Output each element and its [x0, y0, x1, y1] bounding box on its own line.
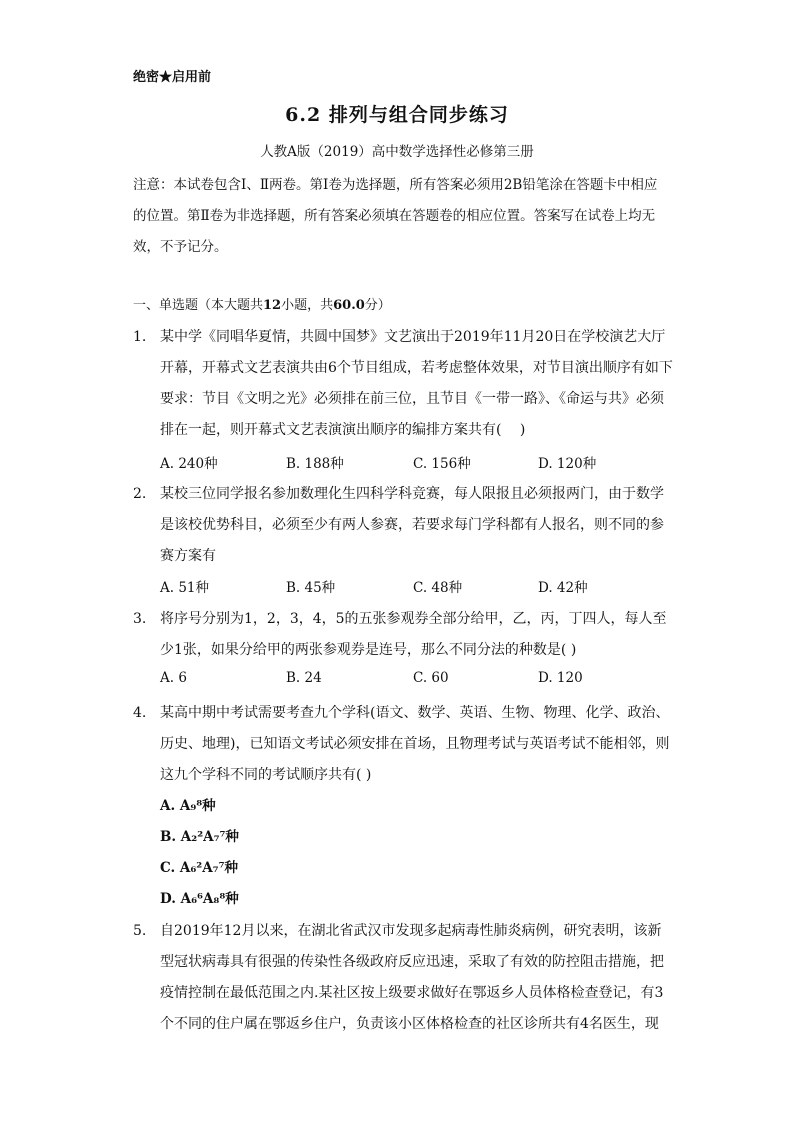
question-number: 5.: [133, 923, 147, 939]
option-c[interactable]: C. 48种: [413, 580, 463, 596]
question-number: 3.: [133, 611, 147, 627]
option-d[interactable]: D. 120种: [538, 456, 597, 472]
question-1: [133, 322, 673, 446]
page-title: 6.2 排列与组合同步练习: [285, 104, 509, 126]
question-5: [133, 916, 673, 1040]
question-text: 某高中期中考试需要考查九个学科(语文、数学、英语、生物、物理、化学、政治、历史、地理)，已知语文考试必须安排在首场，且物理考试与英语考试不能相邻，则这九个学科不同的考试顺序共有( ): [160, 705, 670, 783]
option-b[interactable]: B. 24: [286, 670, 322, 686]
section-count: 12: [263, 298, 282, 313]
page-subtitle: 人教A版（2019）高中数学选择性必修第三册: [260, 144, 534, 160]
option-d[interactable]: D. 120: [538, 670, 583, 686]
question-text: 某中学《同唱华夏情，共圆中国梦》文艺演出于2019年11月20日在学校演艺大厅开幕，开幕式文艺表演共由6个节目组成，若考虑整体效果，对节目演出顺序有如下要求：节目《文明之光》必须排在前三位，且节目《一带一路》、《命运与共》必须排在一起，则开幕式文艺表演演出顺序的编排方案共有( ): [160, 329, 673, 438]
section-middle: 小题，共: [281, 298, 334, 313]
option-d[interactable]: D. A₆⁶A₈⁸种: [160, 891, 239, 907]
question-number: 1.: [133, 329, 147, 345]
option-a[interactable]: A. 51种: [160, 580, 210, 596]
exam-notice: 注意：本试卷包含Ⅰ、Ⅱ两卷。第Ⅰ卷为选择题，所有答案必须用2B铅笔涂在答题卡中相应的位置。第Ⅱ卷为非选择题，所有答案必须填在答题卷的相应位置。答案写在试卷上均无效，不予记分。: [133, 177, 658, 255]
option-a[interactable]: A. 6: [160, 670, 187, 686]
question-text: 某校三位同学报名参加数理化生四科学科竞赛，每人限报且必须报两门，由于数学是该校优势科目，必须至少有两人参赛，若要求每门学科都有人报名，则不同的参赛方案有: [160, 486, 664, 564]
section-score: 60.0: [333, 298, 365, 313]
section-prefix: 一、单选题（本大题共: [133, 298, 264, 313]
option-c[interactable]: C. A₆²A₇⁷种: [160, 860, 239, 876]
option-b[interactable]: B. A₂²A₇⁷种: [160, 829, 239, 845]
question-number: 2.: [133, 486, 147, 502]
question-text: 将序号分别为1，2，3，4，5的五张参观券全部分给甲，乙，丙，丁四人，每人至少1张，如果分给甲的两张参观券是连号，那么不同分法的种数是( ): [160, 611, 667, 658]
section-suffix: 分）: [364, 298, 391, 313]
section-heading: [133, 294, 391, 313]
option-a[interactable]: A. A₉⁸种: [160, 798, 216, 814]
option-b[interactable]: B. 188种: [286, 456, 344, 472]
question-2: [133, 479, 673, 572]
option-c[interactable]: C. 60: [413, 670, 449, 686]
option-d[interactable]: D. 42种: [538, 580, 588, 596]
option-c[interactable]: C. 156种: [413, 456, 471, 472]
question-4: [133, 698, 673, 791]
option-a[interactable]: A. 240种: [160, 456, 218, 472]
question-number: 4.: [133, 705, 147, 721]
secret-label: 绝密★启用前: [133, 70, 212, 85]
question-3: [133, 604, 673, 666]
question-text: 自2019年12月以来，在湖北省武汉市发现多起病毒性肺炎病例，研究表明，该新型冠状病毒具有很强的传染性各级政府反应迅速，采取了有效的防控阻击措施，把疫情控制在最低范围之内.某社区按上级要求做好在鄂返乡人员体格检查登记，有3个不同的住户属在鄂返乡住户，负责该小区体格检查的社区诊所共有4名医生，现: [160, 923, 664, 1032]
option-b[interactable]: B. 45种: [286, 580, 336, 596]
